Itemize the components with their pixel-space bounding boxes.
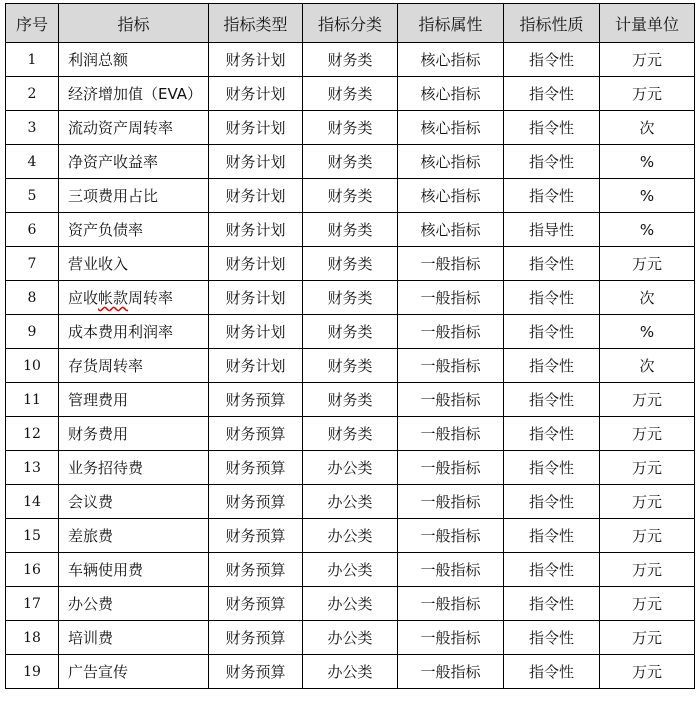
- cell-col-attribute: 一般指标: [398, 519, 504, 553]
- cell-col-indicator: 营业收入: [59, 247, 209, 281]
- cell-col-indicator: 净资产收益率: [59, 145, 209, 179]
- cell-col-nature: 指令性: [504, 315, 600, 349]
- cell-col-indicator: 成本费用利润率: [59, 315, 209, 349]
- cell-col-category: 财务类: [303, 179, 398, 213]
- cell-col-category: 办公类: [303, 587, 398, 621]
- header-col-nature: 指标性质: [504, 4, 600, 43]
- cell-col-attribute: 核心指标: [398, 111, 504, 145]
- cell-col-nature: 指令性: [504, 77, 600, 111]
- table-row: [6, 213, 695, 247]
- cell-col-unit: 万元: [600, 587, 695, 621]
- cell-col-index: 4: [6, 145, 59, 179]
- cell-col-index: 12: [6, 417, 59, 451]
- cell-col-index: 15: [6, 519, 59, 553]
- cell-col-nature: 指令性: [504, 281, 600, 315]
- header-col-indicator: 指标: [59, 4, 209, 43]
- cell-col-type: 财务计划: [209, 213, 303, 247]
- cell-col-nature: 指令性: [504, 587, 600, 621]
- cell-col-unit: 万元: [600, 417, 695, 451]
- cell-col-nature: 指令性: [504, 655, 600, 689]
- table-row: [6, 553, 695, 587]
- cell-col-indicator: 业务招待费: [59, 451, 209, 485]
- cell-col-unit: 万元: [600, 553, 695, 587]
- cell-col-index: 16: [6, 553, 59, 587]
- cell-col-index: 7: [6, 247, 59, 281]
- cell-col-type: 财务计划: [209, 281, 303, 315]
- cell-col-unit: 万元: [600, 621, 695, 655]
- cell-col-unit: %: [600, 213, 695, 247]
- cell-col-type: 财务预算: [209, 655, 303, 689]
- cell-col-type: 财务预算: [209, 621, 303, 655]
- cell-col-unit: 次: [600, 111, 695, 145]
- cell-col-unit: 万元: [600, 247, 695, 281]
- cell-col-indicator: 差旅费: [59, 519, 209, 553]
- cell-col-attribute: 一般指标: [398, 247, 504, 281]
- cell-col-category: 办公类: [303, 485, 398, 519]
- cell-col-index: 3: [6, 111, 59, 145]
- cell-col-attribute: 一般指标: [398, 383, 504, 417]
- cell-col-category: 财务类: [303, 247, 398, 281]
- cell-col-type: 财务预算: [209, 451, 303, 485]
- cell-col-attribute: 核心指标: [398, 145, 504, 179]
- cell-col-category: 财务类: [303, 77, 398, 111]
- table-row: [6, 315, 695, 349]
- cell-col-nature: 指令性: [504, 519, 600, 553]
- cell-col-attribute: 核心指标: [398, 77, 504, 111]
- cell-col-index: 8: [6, 281, 59, 315]
- cell-col-attribute: 一般指标: [398, 655, 504, 689]
- indicator-table: [5, 3, 695, 689]
- cell-col-index: 13: [6, 451, 59, 485]
- cell-col-type: 财务预算: [209, 553, 303, 587]
- cell-col-type: 财务预算: [209, 383, 303, 417]
- cell-col-indicator: 资产负债率: [59, 213, 209, 247]
- cell-col-nature: 指令性: [504, 417, 600, 451]
- table-row: [6, 145, 695, 179]
- cell-col-index: 17: [6, 587, 59, 621]
- cell-col-attribute: 一般指标: [398, 451, 504, 485]
- cell-col-category: 办公类: [303, 519, 398, 553]
- header-col-attribute: 指标属性: [398, 4, 504, 43]
- table-row: [6, 77, 695, 111]
- header-col-category: 指标分类: [303, 4, 398, 43]
- cell-col-nature: 指导性: [504, 213, 600, 247]
- table-row: [6, 587, 695, 621]
- cell-col-category: 办公类: [303, 553, 398, 587]
- cell-col-unit: 万元: [600, 383, 695, 417]
- cell-col-category: 财务类: [303, 111, 398, 145]
- table-row: [6, 451, 695, 485]
- cell-col-attribute: 核心指标: [398, 179, 504, 213]
- cell-col-unit: 次: [600, 281, 695, 315]
- cell-col-index: 19: [6, 655, 59, 689]
- cell-col-unit: 万元: [600, 451, 695, 485]
- table-row: [6, 179, 695, 213]
- table-row: [6, 383, 695, 417]
- cell-col-type: 财务预算: [209, 417, 303, 451]
- cell-col-attribute: 一般指标: [398, 485, 504, 519]
- cell-col-nature: 指令性: [504, 179, 600, 213]
- header-col-unit: 计量单位: [600, 4, 695, 43]
- cell-col-indicator: 会议费: [59, 485, 209, 519]
- cell-col-unit: 万元: [600, 43, 695, 77]
- cell-col-index: 1: [6, 43, 59, 77]
- cell-col-attribute: 一般指标: [398, 315, 504, 349]
- cell-col-nature: 指令性: [504, 111, 600, 145]
- cell-col-indicator: 流动资产周转率: [59, 111, 209, 145]
- cell-col-type: 财务计划: [209, 179, 303, 213]
- cell-col-index: 14: [6, 485, 59, 519]
- cell-col-attribute: 核心指标: [398, 43, 504, 77]
- cell-col-nature: 指令性: [504, 145, 600, 179]
- cell-col-indicator: 办公费: [59, 587, 209, 621]
- cell-col-attribute: 一般指标: [398, 587, 504, 621]
- cell-col-index: 2: [6, 77, 59, 111]
- table-row: [6, 281, 695, 315]
- cell-col-type: 财务计划: [209, 349, 303, 383]
- cell-col-index: 10: [6, 349, 59, 383]
- table-row: [6, 247, 695, 281]
- cell-col-type: 财务计划: [209, 77, 303, 111]
- table-row: [6, 43, 695, 77]
- cell-col-category: 财务类: [303, 281, 398, 315]
- cell-col-indicator: 广告宣传: [59, 655, 209, 689]
- table-row: [6, 349, 695, 383]
- cell-col-category: 财务类: [303, 417, 398, 451]
- cell-col-category: 财务类: [303, 43, 398, 77]
- cell-col-index: 11: [6, 383, 59, 417]
- cell-col-indicator: 存货周转率: [59, 349, 209, 383]
- cell-col-nature: 指令性: [504, 485, 600, 519]
- cell-col-type: 财务预算: [209, 485, 303, 519]
- cell-col-category: 办公类: [303, 621, 398, 655]
- cell-col-category: 办公类: [303, 451, 398, 485]
- cell-col-type: 财务预算: [209, 519, 303, 553]
- cell-col-attribute: 一般指标: [398, 281, 504, 315]
- cell-col-indicator: 培训费: [59, 621, 209, 655]
- cell-col-indicator: 三项费用占比: [59, 179, 209, 213]
- cell-col-nature: 指令性: [504, 451, 600, 485]
- cell-col-nature: 指令性: [504, 349, 600, 383]
- cell-col-nature: 指令性: [504, 43, 600, 77]
- cell-col-index: 5: [6, 179, 59, 213]
- cell-col-nature: 指令性: [504, 621, 600, 655]
- cell-col-category: 财务类: [303, 145, 398, 179]
- cell-col-attribute: 一般指标: [398, 417, 504, 451]
- cell-col-attribute: 核心指标: [398, 213, 504, 247]
- header-col-type: 指标类型: [209, 4, 303, 43]
- cell-col-type: 财务计划: [209, 43, 303, 77]
- cell-col-index: 9: [6, 315, 59, 349]
- cell-col-category: 财务类: [303, 315, 398, 349]
- cell-col-unit: 万元: [600, 519, 695, 553]
- cell-col-unit: %: [600, 145, 695, 179]
- table-row: [6, 417, 695, 451]
- table-row: [6, 655, 695, 689]
- cell-col-unit: 次: [600, 349, 695, 383]
- table-row: [6, 485, 695, 519]
- cell-col-unit: 万元: [600, 485, 695, 519]
- cell-col-unit: 万元: [600, 77, 695, 111]
- cell-col-indicator: 车辆使用费: [59, 553, 209, 587]
- cell-col-unit: %: [600, 315, 695, 349]
- cell-col-unit: 万元: [600, 655, 695, 689]
- cell-col-type: 财务预算: [209, 587, 303, 621]
- header-row: [6, 4, 695, 43]
- cell-col-category: 办公类: [303, 655, 398, 689]
- cell-col-category: 财务类: [303, 213, 398, 247]
- table-row: [6, 621, 695, 655]
- cell-col-category: 财务类: [303, 349, 398, 383]
- cell-col-indicator: 经济增加值（EVA）: [59, 77, 209, 111]
- cell-col-attribute: 一般指标: [398, 349, 504, 383]
- cell-col-category: 财务类: [303, 383, 398, 417]
- table-row: [6, 519, 695, 553]
- cell-col-index: 18: [6, 621, 59, 655]
- cell-col-type: 财务计划: [209, 145, 303, 179]
- cell-col-index: 6: [6, 213, 59, 247]
- cell-col-indicator: 财务费用: [59, 417, 209, 451]
- cell-col-attribute: 一般指标: [398, 553, 504, 587]
- cell-col-indicator: 利润总额: [59, 43, 209, 77]
- table-row: [6, 111, 695, 145]
- cell-col-type: 财务计划: [209, 111, 303, 145]
- cell-col-nature: 指令性: [504, 383, 600, 417]
- cell-col-type: 财务计划: [209, 315, 303, 349]
- cell-col-unit: %: [600, 179, 695, 213]
- cell-col-attribute: 一般指标: [398, 621, 504, 655]
- header-col-index: 序号: [6, 4, 59, 43]
- cell-col-nature: 指令性: [504, 247, 600, 281]
- cell-col-indicator: 应收帐款周转率: [59, 281, 209, 315]
- cell-col-indicator: 管理费用: [59, 383, 209, 417]
- cell-col-type: 财务计划: [209, 247, 303, 281]
- cell-col-nature: 指令性: [504, 553, 600, 587]
